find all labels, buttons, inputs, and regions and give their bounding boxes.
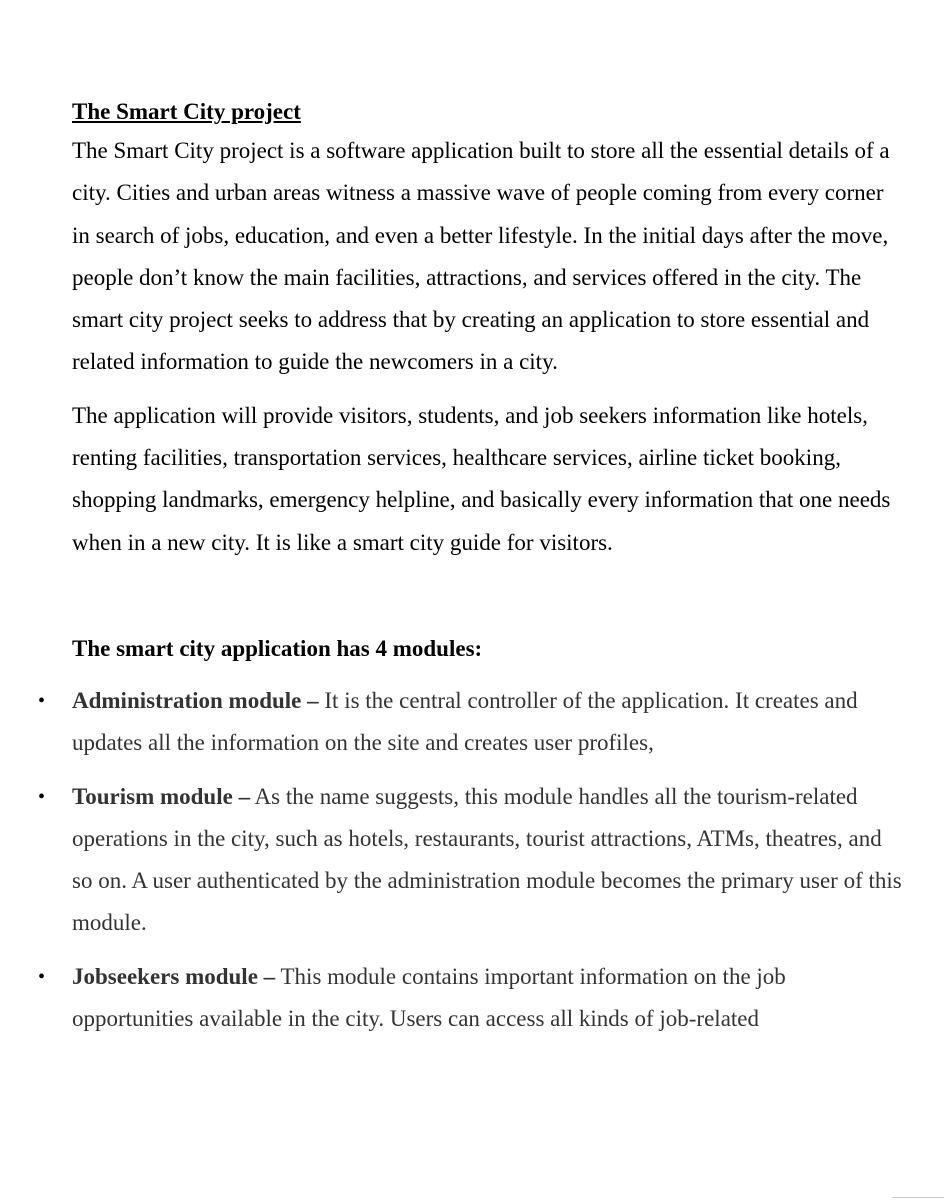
module-description: As the name suggests, this module handles all the tourism-related operations in the city, such as hotels, restaurants, tourist attractions, ATMs, theatres, and so on. A user authenticated by the administration module becomes the primary user of this module. xyxy=(72,783,902,936)
module-item-tourism xyxy=(38,776,902,945)
module-description: It is the central controller of the application. It creates and updates all the information on the site and creates user profiles, xyxy=(72,687,858,756)
module-name: Tourism module – xyxy=(72,783,251,809)
module-description: This module contains important information on the job opportunities available in the city. Users can access all kinds of job-related xyxy=(72,963,786,1032)
intro-paragraph: The Smart City project is a software application built to store all the essential details of a city. Cities and urban areas witness a massive wave of people coming from every corner in search of jobs, education, and even a better lifestyle. In the initial days after the move, people don’t know the main facilities, attractions, and services offered in the city. The smart city project seeks to address that by creating an application to store essential and related information to guide the newcomers in a city. xyxy=(72,138,890,375)
bullet-icon: • xyxy=(38,689,46,712)
module-item-jobseekers xyxy=(38,956,902,1041)
module-item-administration xyxy=(38,680,902,765)
bullet-icon: • xyxy=(38,965,46,988)
application-paragraph: The application will provide visitors, students, and job seekers information like hotels, renting facilities, transportation services, healthcare services, airline ticket booking, shopping landmarks, emergency helpline, and basically every information that one needs when in a new city. It is like a smart city guide for visitors. xyxy=(72,402,891,555)
module-name: Administration module – xyxy=(72,687,319,713)
document-title: The Smart City project xyxy=(72,99,301,124)
document-body xyxy=(38,96,902,1051)
module-name: Jobseekers module – xyxy=(72,963,276,989)
modules-heading: The smart city application has 4 modules: xyxy=(72,635,483,661)
modules-list xyxy=(38,680,902,1040)
bullet-icon: • xyxy=(38,785,46,808)
